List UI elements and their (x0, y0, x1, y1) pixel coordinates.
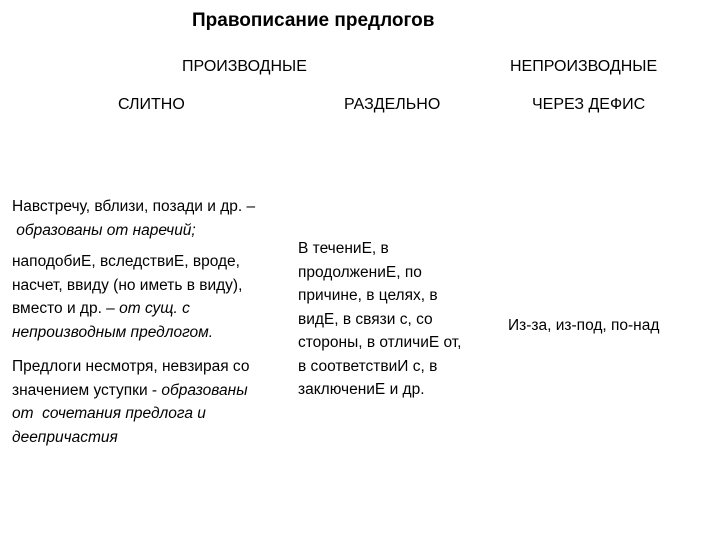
fused-gerund-line-3: от сочетания предлога и (12, 405, 206, 422)
fused-adverb-note: образованы от наречий; (12, 221, 196, 239)
fused-gerund-line-1: Предлоги несмотря, невзирая со (12, 358, 250, 375)
separate-line-5: стороны, в отличиЕ от, (298, 334, 462, 351)
fused-gerund-line-4: деепричастия (12, 428, 118, 446)
separate-line-1: В течениЕ, в (298, 240, 389, 257)
separate-line-4: видЕ, в связи с, со (298, 310, 433, 328)
hyphen-block (508, 314, 659, 338)
header-separate: РАЗДЕЛЬНО (344, 96, 441, 113)
fused-gerund-block (12, 355, 249, 449)
fused-gerund-line-2-italic: образованы (161, 381, 248, 399)
fused-noun-line-4: непроизводным предлогом. (12, 323, 214, 341)
separate-line-3: причине, в целях, в (298, 287, 438, 304)
separate-line-6: в соответствиИ с, в (298, 357, 438, 375)
separate-block (298, 237, 461, 402)
fused-noun-line-3-plain: вместо и др. – (12, 300, 120, 317)
fused-noun-line-2: насчет, ввиду (но иметь в виду), (12, 276, 243, 294)
separate-line-7: заключениЕ и др. (298, 381, 425, 398)
fused-adverb-block (12, 195, 255, 242)
page-title: Правописание предлогов (192, 10, 435, 31)
header-fused: СЛИТНО (118, 96, 185, 113)
fused-noun-block (12, 250, 242, 344)
fused-gerund-line-2 (12, 379, 249, 403)
header-hyphen: ЧЕРЕЗ ДЕФИС (532, 96, 646, 113)
fused-noun-line-3-italic: от сущ. с (119, 300, 190, 317)
fused-gerund-line-2-plain: значением уступки - (12, 381, 162, 399)
hyphen-examples: Из-за, из-под, по-над (508, 317, 660, 334)
fused-adverb-examples: Навстречу, вблизи, позади и др. – (12, 198, 256, 215)
header-derivative: ПРОИЗВОДНЫЕ (182, 58, 307, 75)
fused-noun-line-1: наподобиЕ, вследствиЕ, вроде, (12, 253, 240, 270)
header-non-derivative: НЕПРОИЗВОДНЫЕ (510, 58, 658, 75)
fused-noun-line-3 (12, 297, 242, 321)
separate-line-2: продолжениЕ, по (298, 263, 422, 281)
